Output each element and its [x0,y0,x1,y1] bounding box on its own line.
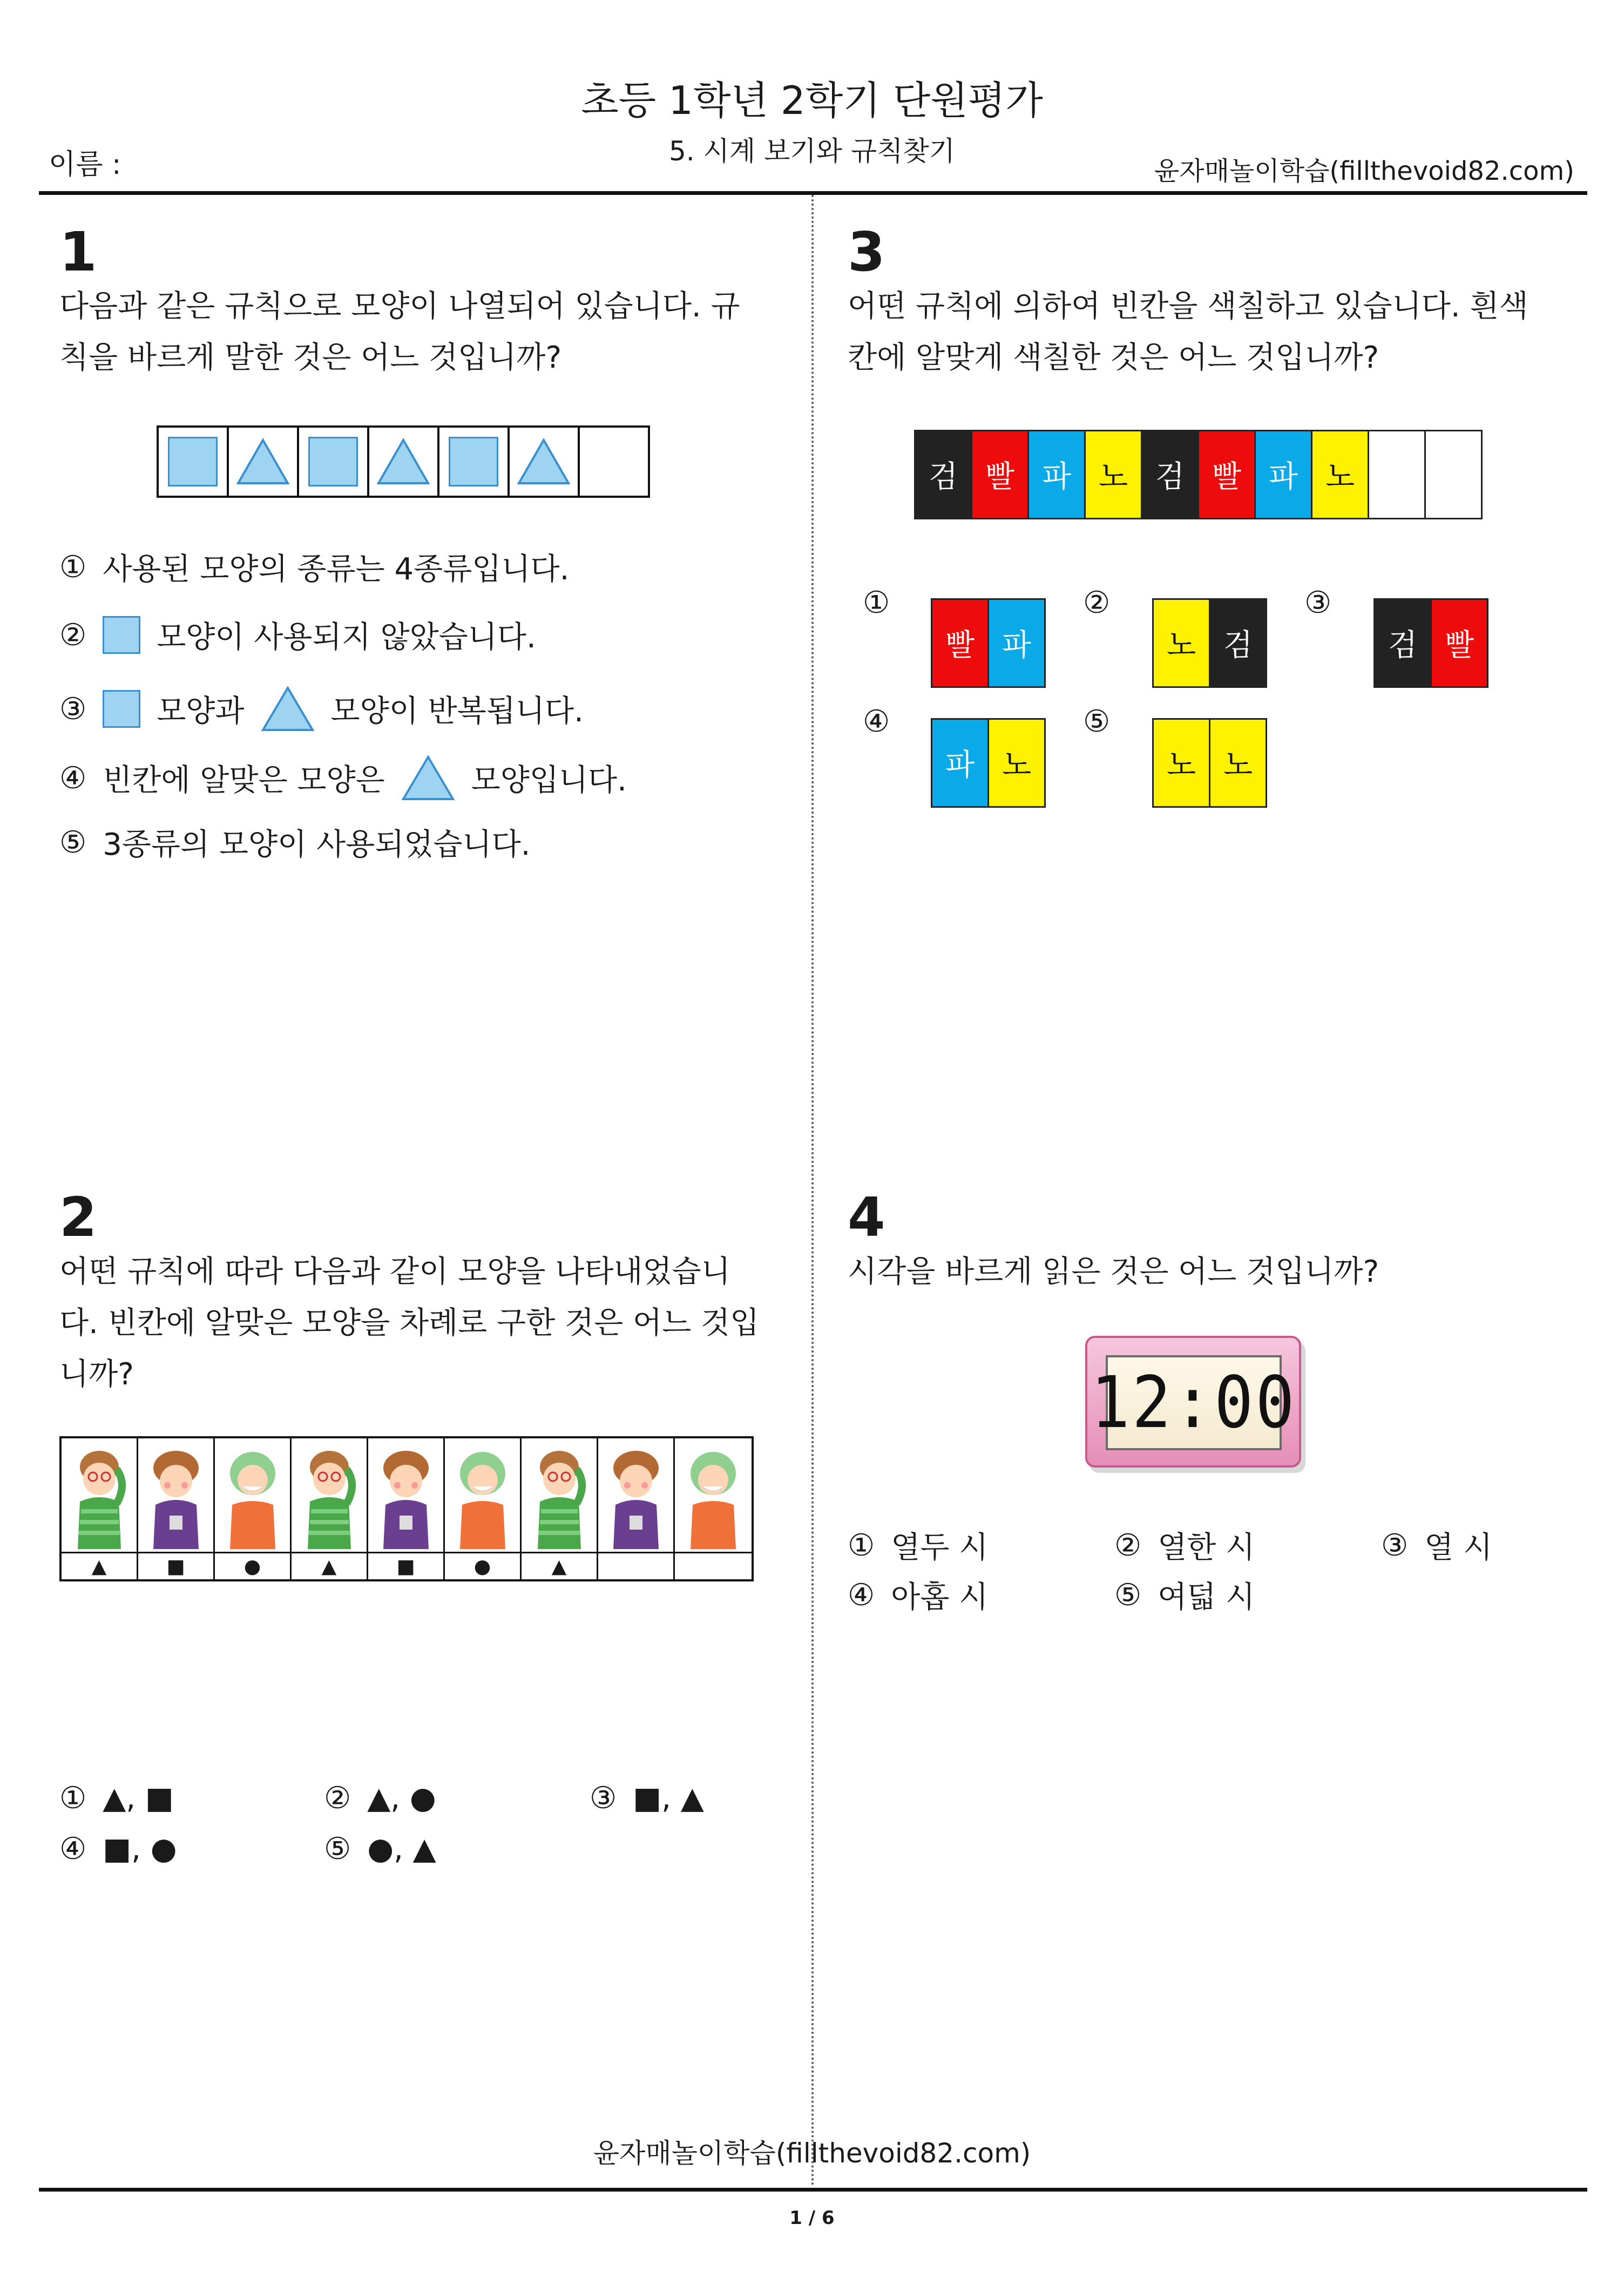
footer-rule [39,2188,1587,2192]
color-cell: 노 [1312,431,1369,518]
q1-text: 다음과 같은 규칙으로 모양이 나열되어 있습니다. 규칙을 바르게 말한 것은 어느 것입니까? [59,289,740,375]
q4-option-1[interactable]: ① 열두 시 [848,1527,989,1565]
q3-number: 3 [848,220,885,283]
triangle-shape [517,438,571,485]
symbol-cell: ■ [368,1553,445,1579]
color-cell: 빨 [1199,431,1256,518]
q1-option-2[interactable]: ② 모양이 사용되지 않았습니다. [59,613,536,657]
color-cell: 검 [1142,431,1199,518]
nurse-figure [675,1438,752,1553]
q3-text: 어떤 규칙에 의하여 빈칸을 색칠하고 있습니다. 흰색칸에 알맞게 색칠한 것은 어느 것입니까? [848,289,1528,375]
pattern-cell [299,428,369,496]
q4-text: 시각을 바르게 읽은 것은 어느 것입니까? [848,1254,1379,1289]
q4-number: 4 [848,1186,885,1249]
blank-color-cell[interactable] [1369,431,1426,518]
blank-color-cell[interactable] [1426,431,1481,518]
q2-option-4[interactable]: ④ ■, ● [59,1831,177,1867]
q3-option-4-mark: ④ [863,704,890,739]
q3-option-1-mark: ① [863,585,890,620]
triangle-shape [376,438,430,485]
q1-number: 1 [59,220,97,283]
pattern-cell [229,428,299,496]
q1-option-4[interactable]: ④ 빈칸에 알맞은 모양은 모양입니다. [59,755,627,801]
site-credit-bottom: 윤자매놀이학습(fillthevoid82.com) [593,2138,1031,2169]
boy-figure [292,1438,368,1553]
q3-color-strip [914,430,1483,519]
q3-option-5[interactable]: 노 노 [1152,718,1267,808]
q2-option-2[interactable]: ② ▲, ● [324,1781,436,1816]
q3-option-5-mark: ⑤ [1083,704,1111,739]
page-number: 1 / 6 [789,2207,835,2229]
q2-option-5[interactable]: ⑤ ●, ▲ [324,1831,436,1867]
symbol-cell: ▲ [522,1553,598,1579]
triangle-shape [236,438,290,485]
color-cell: 빨 [972,431,1029,518]
symbol-cell: ▲ [62,1553,138,1579]
symbol-cell: ● [215,1553,292,1579]
q3-option-4[interactable]: 파 노 [931,718,1046,808]
color-cell: 노 [1086,431,1142,518]
q2-option-3[interactable]: ③ ■, ▲ [590,1781,704,1816]
pattern-cell [369,428,439,496]
blank-cell[interactable] [580,428,648,496]
symbol-cell: ■ [138,1553,215,1579]
boy-figure [62,1438,138,1553]
pattern-cell [439,428,510,496]
girl-figure [368,1438,445,1553]
q1-pattern-strip [157,425,650,498]
girl-figure [138,1438,215,1553]
square-shape [103,616,140,654]
q2-picture-strip [59,1436,754,1581]
symbol-cell: ▲ [292,1553,368,1579]
q1-option-3[interactable]: ③ 모양과 모양이 반복됩니다. [59,686,584,732]
name-label: 이름 : [49,148,121,181]
q3-option-2-mark: ② [1083,585,1111,620]
square-shape [168,437,218,486]
q3-option-2[interactable]: 노 검 [1152,598,1267,688]
nurse-figure [445,1438,522,1553]
column-divider [811,195,814,2187]
q1-option-5[interactable]: ⑤ 3종류의 모양이 사용되었습니다. [59,824,531,862]
blank-symbol-cell[interactable] [598,1553,675,1579]
q4-option-5[interactable]: ⑤ 여덟 시 [1114,1577,1255,1615]
q4-option-3[interactable]: ③ 열 시 [1381,1527,1493,1565]
color-cell: 파 [1029,431,1086,518]
q4-option-2[interactable]: ② 열한 시 [1114,1527,1255,1565]
symbol-cell: ● [445,1553,522,1579]
worksheet-title: 초등 1학년 2학기 단원평가 [581,78,1043,123]
q2-option-1[interactable]: ① ▲, ■ [59,1781,174,1816]
blank-symbol-cell[interactable] [675,1553,752,1579]
square-shape [103,690,140,728]
clock-digits: 12:00 [1091,1361,1297,1444]
q2-number: 2 [59,1186,97,1249]
q2-text: 어떤 규칙에 따라 다음과 같이 모양을 나타내었습니다. 빈칸에 알맞은 모양을 차례로 구한 것은 어느 것입니까? [59,1254,760,1392]
triangle-shape [401,755,455,801]
square-shape [308,437,358,486]
pattern-cell [159,428,229,496]
girl-figure [598,1438,675,1553]
q4-option-4[interactable]: ④ 아홉 시 [848,1577,989,1615]
triangle-shape [261,686,315,732]
clock-screen [1091,1355,1297,1450]
digital-clock [1085,1336,1301,1468]
q3-option-1[interactable]: 빨 파 [931,598,1046,688]
header-rule [39,191,1587,195]
color-cell: 파 [1256,431,1312,518]
unit-subtitle: 5. 시계 보기와 규칙찾기 [668,136,956,167]
square-shape [449,437,498,486]
pattern-cell [510,428,580,496]
site-credit-top: 윤자매놀이학습(fillthevoid82.com) [1154,156,1574,186]
nurse-figure [215,1438,292,1553]
q3-option-3-mark: ③ [1304,585,1332,620]
q1-option-1[interactable]: ① 사용된 모양의 종류는 4종류입니다. [59,549,570,587]
color-cell: 검 [916,431,972,518]
boy-figure [522,1438,598,1553]
q3-option-3[interactable]: 검 빨 [1373,598,1488,688]
